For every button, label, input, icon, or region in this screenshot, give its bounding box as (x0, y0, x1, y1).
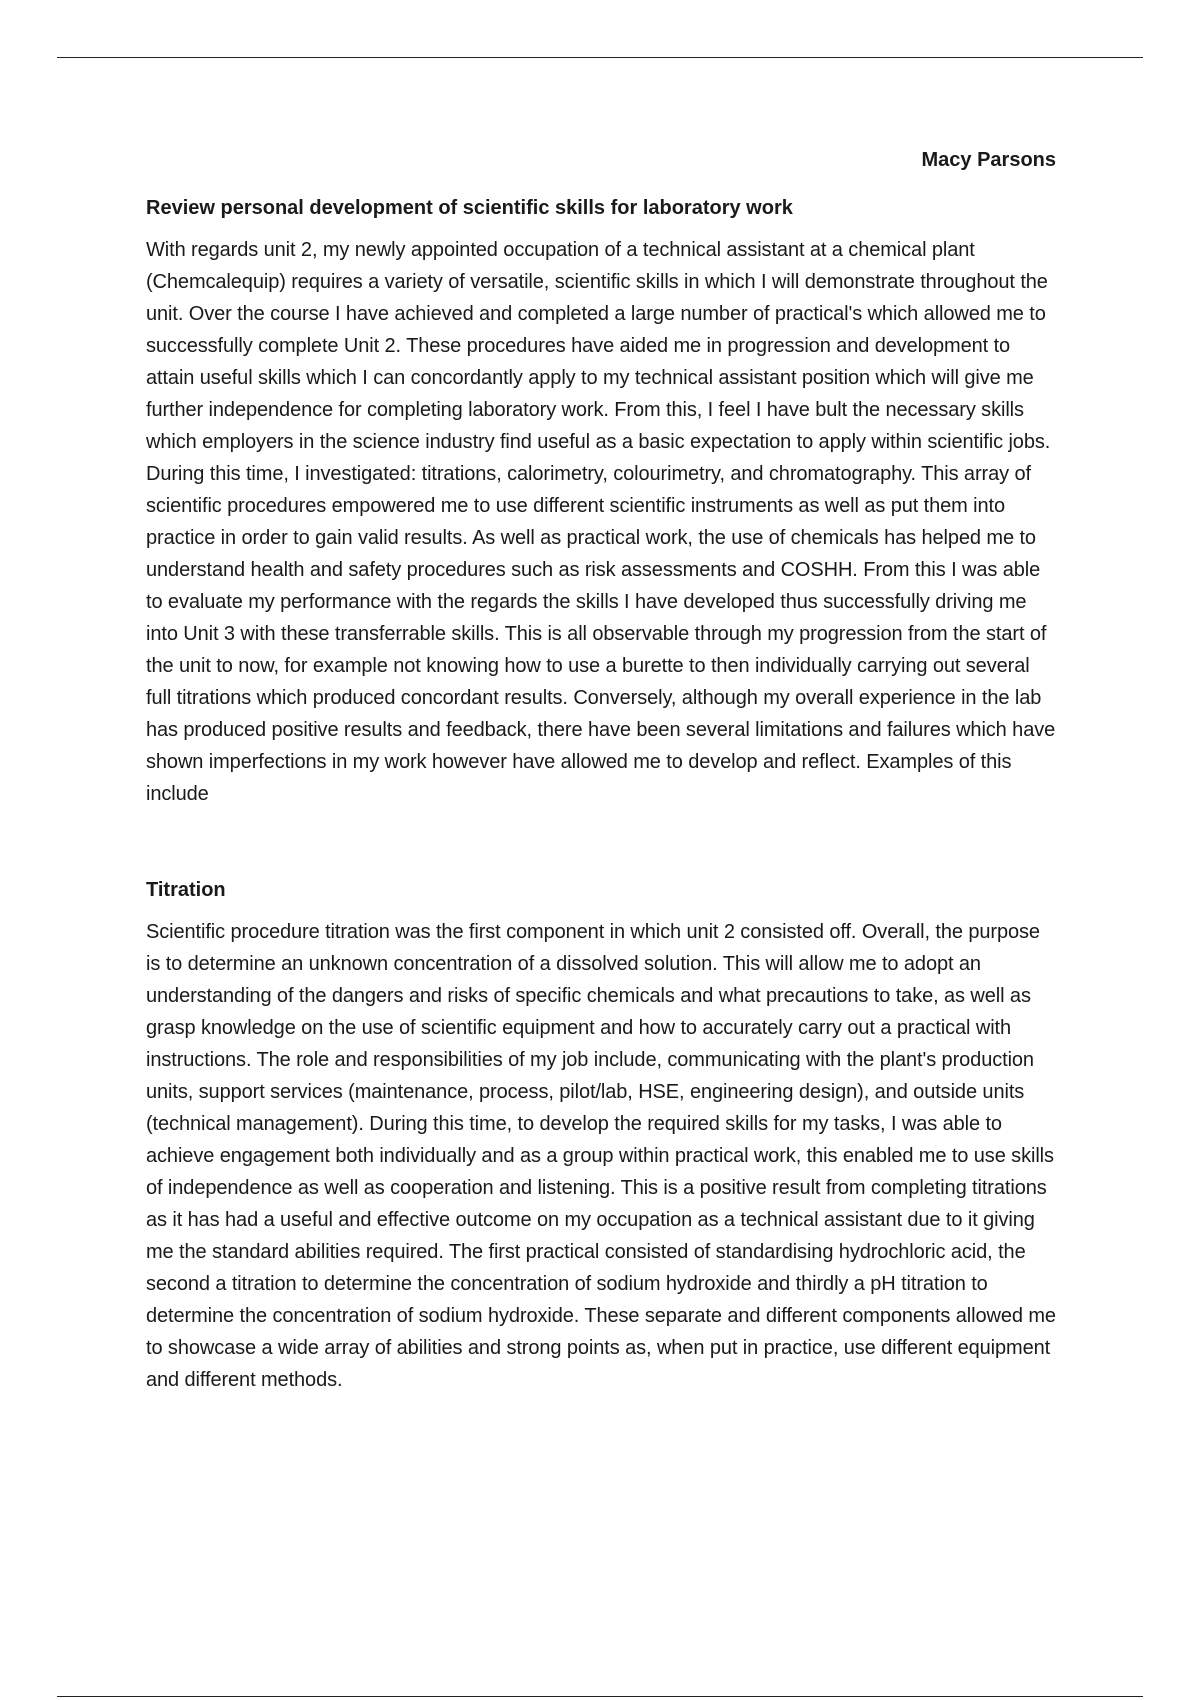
section-heading-titration: Titration (146, 879, 226, 901)
section-spacer (146, 810, 1056, 872)
document-body (146, 142, 1056, 1396)
top-divider (57, 57, 1143, 58)
document-title: Review personal development of scientific skills for laboratory work (146, 197, 793, 219)
titration-paragraph: Scientific procedure titration was the first component in which unit 2 consisted off. Overall, the purpose is to determine an unknown concentration of a dissolved solution. This will allow me to adopt an understanding of the dangers and risks of specific chemicals and what precautions to take, as well as grasp knowledge on the use of scientific equipment and how to accurately carry out a practical with instructions. The role and responsibilities of my job include, communicating with the plant's production units, support services (maintenance, process, pilot/lab, HSE, engineering design), and outside units (technical management). During this time, to develop the required skills for my tasks, I was able to achieve engagement both individually and as a group within practical work, this enabled me to use skills of independence as well as cooperation and listening. This is a positive result from completing titrations as it has had a useful and effective outcome on my occupation as a technical assistant due to it giving me the standard abilities required. The first practical consisted of standardising hydrochloric acid, the second a titration to determine the concentration of sodium hydroxide and thirdly a pH titration to determine the concentration of sodium hydroxide. These separate and different components allowed me to showcase a wide array of abilities and strong points as, when put in practice, use different equipment and different methods. (146, 921, 1056, 1391)
bottom-divider (57, 1696, 1143, 1697)
author-name: Macy Parsons (921, 149, 1056, 171)
intro-paragraph: With regards unit 2, my newly appointed occupation of a technical assistant at a chemical plant (Chemcalequip) requires a variety of versatile, scientific skills in which I will demonstrate throughout the unit. Over the course I have achieved and completed a large number of practical's which allowed me to successfully complete Unit 2. These procedures have aided me in progression and development to attain useful skills which I can concordantly apply to my technical assistant position which will give me further independence for completing laboratory work. From this, I feel I have bult the necessary skills which employers in the science industry find useful as a basic expectation to apply within scientific jobs. During this time, I investigated: titrations, calorimetry, colourimetry, and chromatography. This array of scientific procedures empowered me to use different scientific instruments as well as put them into practice in order to gain valid results. As well as practical work, the use of chemicals has helped me to understand health and safety procedures such as risk assessments and COSHH. From this I was able to evaluate my performance with the regards the skills I have developed thus successfully driving me into Unit 3 with these transferrable skills. This is all observable through my progression from the start of the unit to now, for example not knowing how to use a burette to then individually carrying out several full titrations which produced concordant results. Conversely, although my overall experience in the lab has produced positive results and feedback, there have been several limitations and failures which have shown imperfections in my work however have allowed me to develop and reflect. Examples of this include (146, 239, 1056, 805)
